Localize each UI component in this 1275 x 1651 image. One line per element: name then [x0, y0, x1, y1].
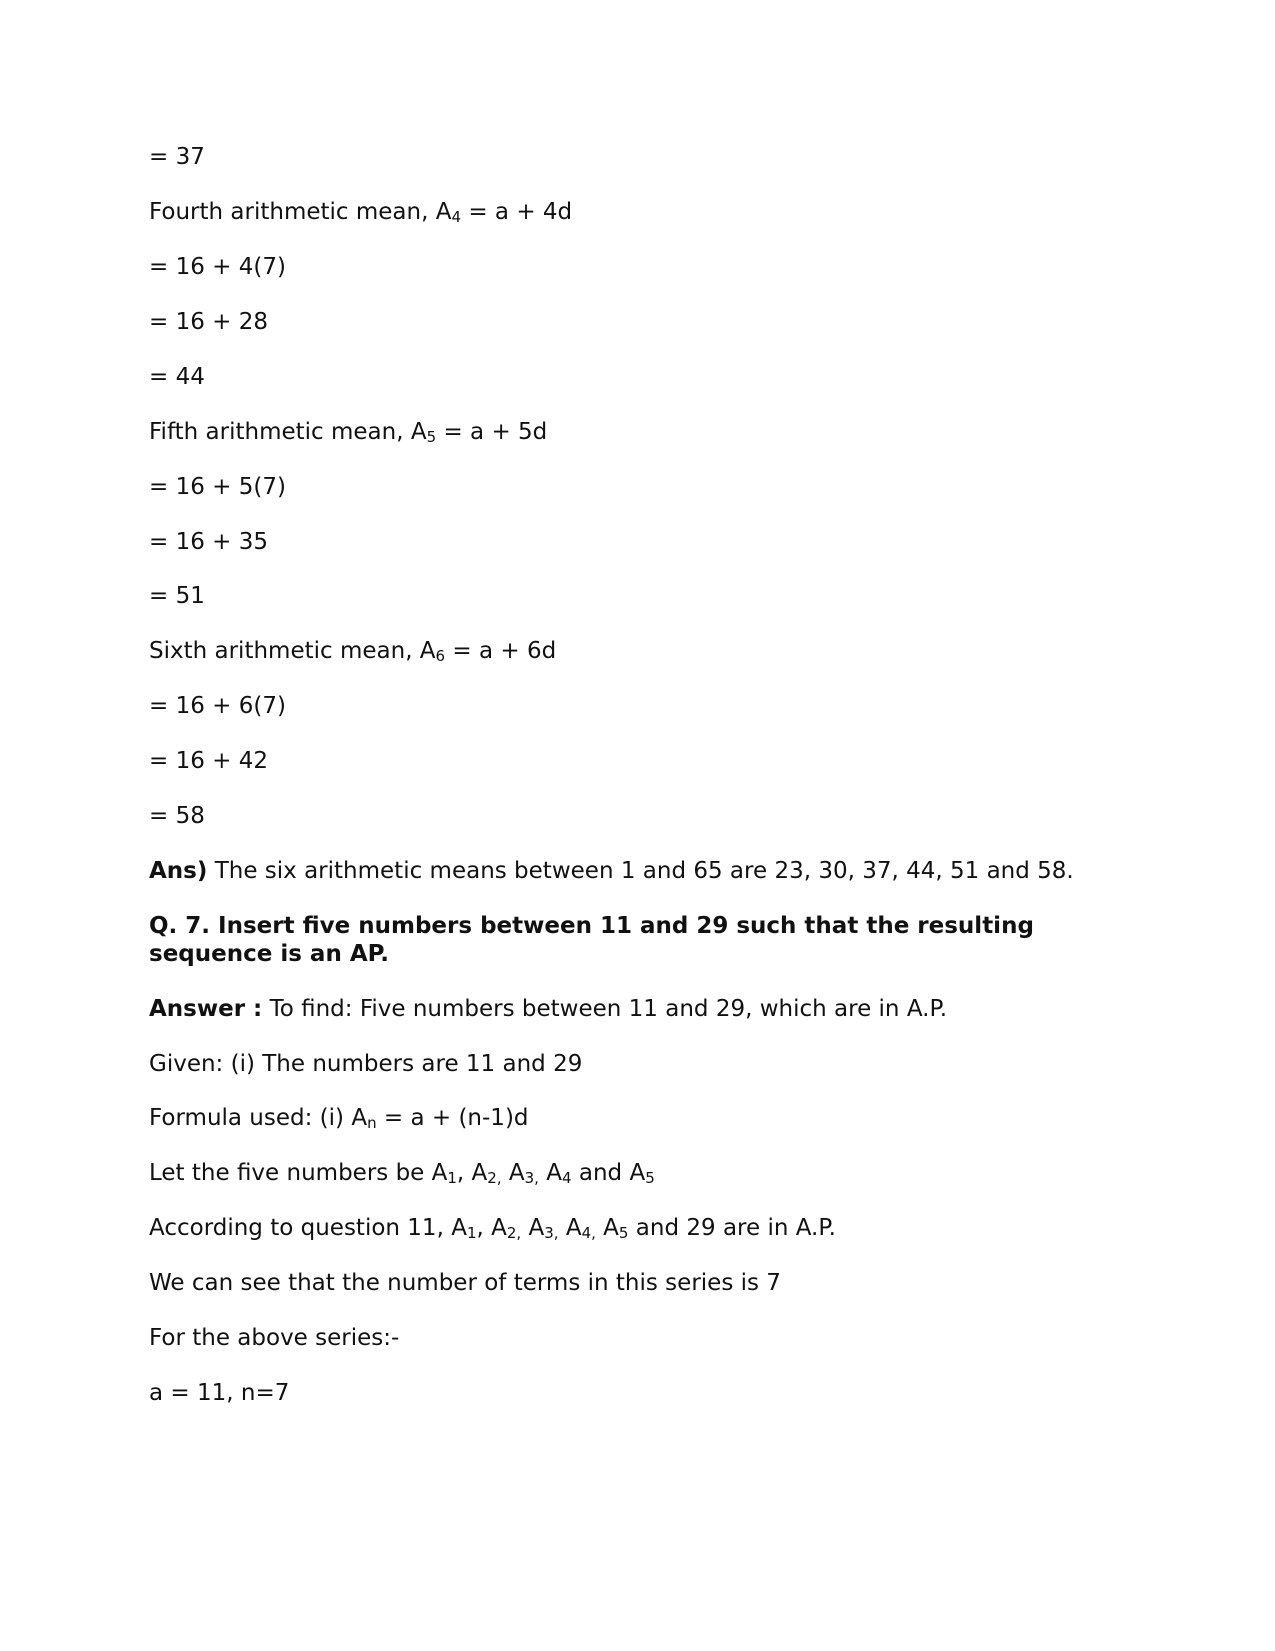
terms-count-line: We can see that the number of terms in this series is 7 — [149, 1270, 781, 1296]
answer-label: Answer : — [149, 996, 263, 1022]
according-line: According to question 11, $A_1$, $A_{2,}$ $A_{3,}$ $A_{4,}$ $A_5$ and 29 are in A.P. — [149, 1215, 836, 1242]
question-7-heading: Q. 7. Insert five numbers between 11 and 29 such that the resulting sequence is an AP. — [149, 913, 1034, 967]
answer-six-means: Ans) The six arithmetic means between 1 and 65 are 23, 30, 37, 44, 51 and 58. — [149, 858, 1074, 884]
equation-line: = 58 — [149, 803, 205, 829]
formula-line: Formula used: (i) $A_n = a + (n-1)d$ — [149, 1105, 529, 1132]
answer-label: Ans) — [149, 858, 208, 884]
fifth-mean-line: Fifth arithmetic mean, $A_5 = a + 5d$ — [149, 419, 548, 446]
equation-line: = 16 + 5(7) — [149, 474, 286, 500]
given-line: Given: (i) The numbers are 11 and 29 — [149, 1051, 583, 1077]
equation-line: = 44 — [149, 364, 205, 390]
answer-7-intro: Answer : To find: Five numbers between 11 and 29, which are in A.P. — [149, 996, 948, 1022]
equation-line: = 16 + 42 — [149, 748, 269, 774]
equation-line: = 37 — [149, 144, 205, 170]
values-line: a = 11, n=7 — [149, 1380, 290, 1406]
equation-line: = 16 + 28 — [149, 309, 269, 335]
equation-line: = 51 — [149, 583, 205, 609]
fourth-mean-line: Fourth arithmetic mean, $A_4 = a + 4d$ — [149, 199, 573, 226]
series-line: For the above series:- — [149, 1325, 400, 1351]
sixth-mean-line: Sixth arithmetic mean, $A_6 = a + 6d$ — [149, 638, 557, 665]
equation-line: = 16 + 6(7) — [149, 693, 286, 719]
equation-line: = 16 + 35 — [149, 529, 269, 555]
let-numbers-line: Let the five numbers be $A_1$, $A_{2,}$ $A_{3,}$ $A_4$ and $A_5$ — [149, 1160, 655, 1187]
equation-line: = 16 + 4(7) — [149, 254, 286, 280]
